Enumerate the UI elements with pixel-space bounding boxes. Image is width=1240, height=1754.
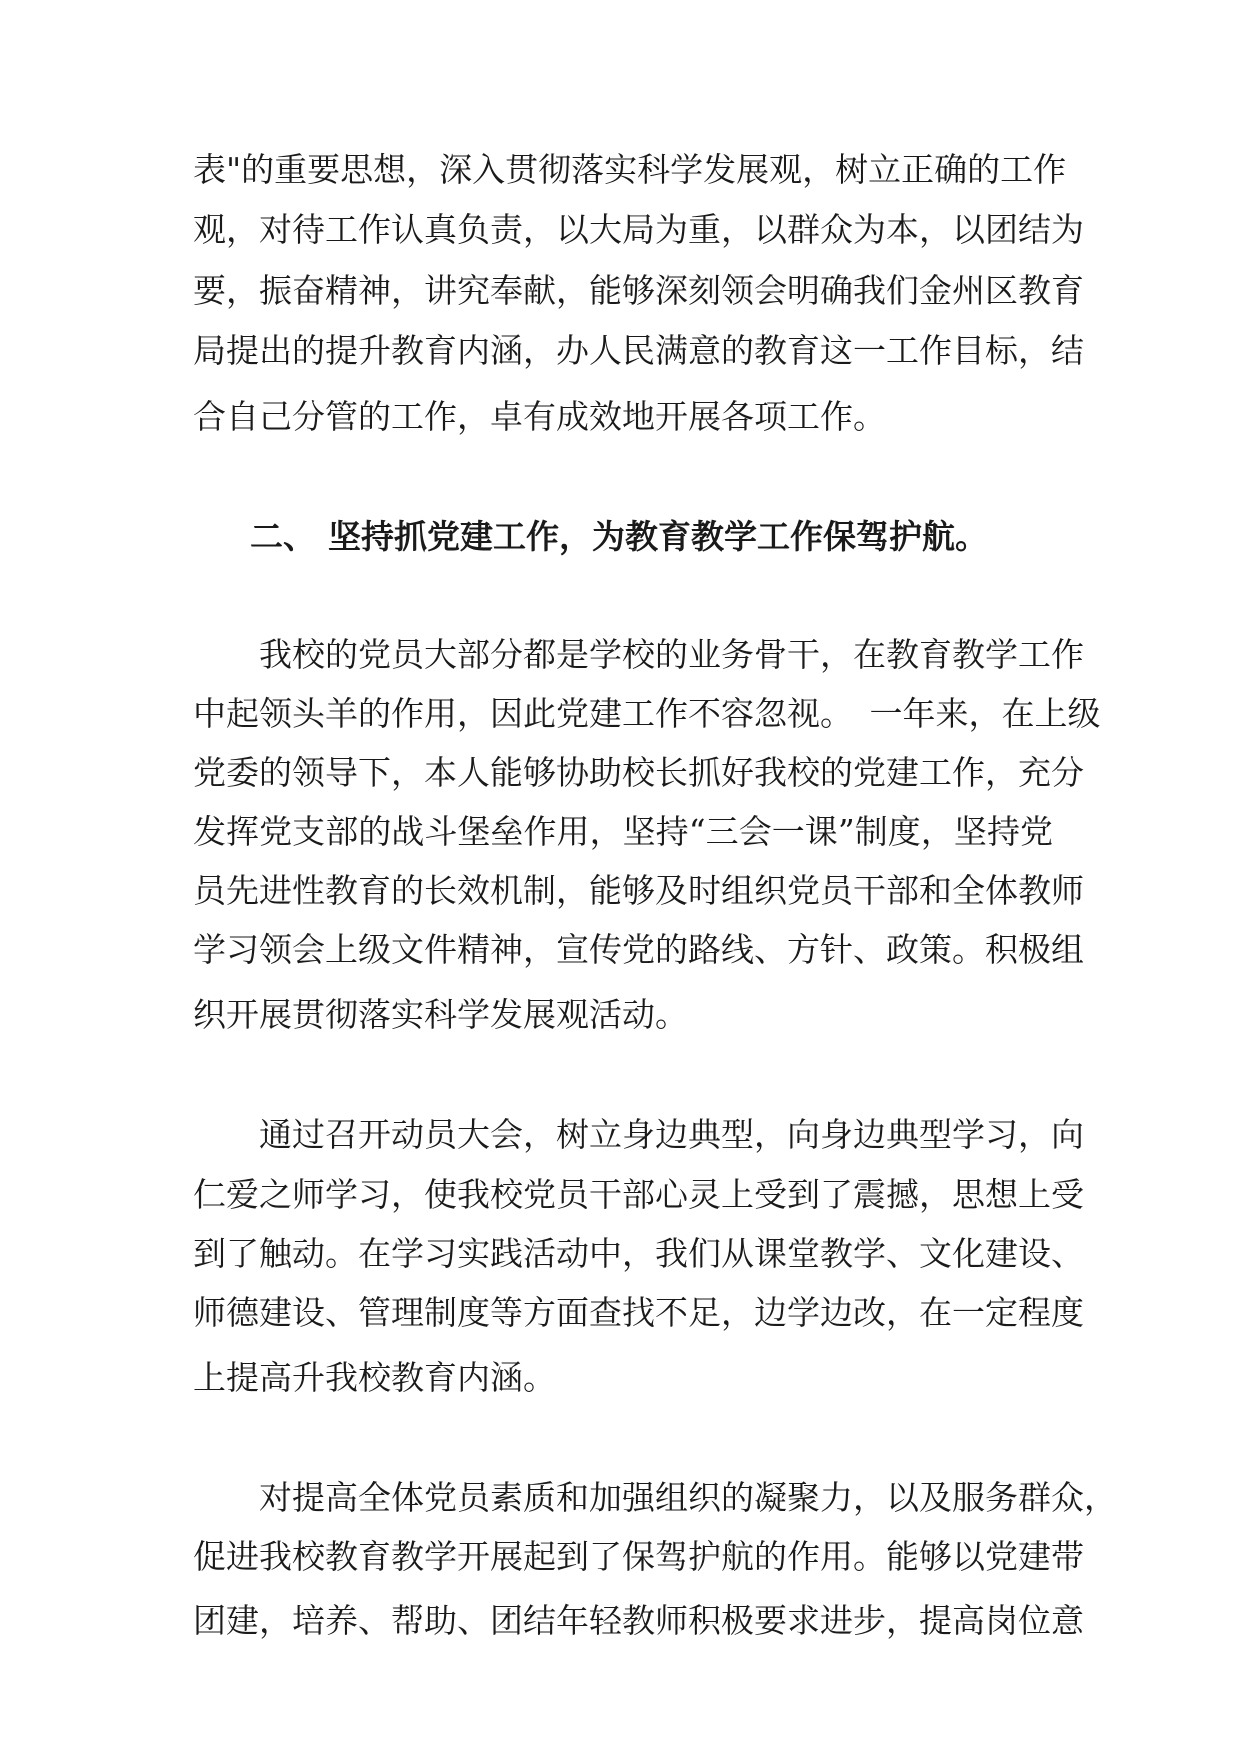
paragraph-4-line-3: 团建，培养、帮助、团结年轻教师积极要求进步，提高岗位意: [193, 1601, 1084, 1640]
paragraph-2-line-6: 学习领会上级文件精神，宣传党的路线、方针、政策。积极组: [193, 930, 1084, 969]
section-heading-text: 坚持抓党建工作，为教育教学工作保驾护航。: [328, 517, 988, 556]
paragraph-2-line-2: 中起领头羊的作用，因此党建工作不容忽视。 一年来，在上级: [193, 694, 1101, 733]
section-heading-number: 二、: [250, 517, 316, 556]
paragraph-3-line-2: 仁爱之师学习，使我校党员干部心灵上受到了震撼，思想上受: [193, 1175, 1084, 1214]
paragraph-3-line-4: 师德建设、管理制度等方面查找不足，边学边改，在一定程度: [193, 1293, 1084, 1332]
paragraph-2-line-5: 员先进性教育的长效机制，能够及时组织党员干部和全体教师: [193, 871, 1084, 910]
paragraph-1-line-2: 观，对待工作认真负责，以大局为重，以群众为本，以团结为: [193, 210, 1084, 249]
paragraph-1-line-5: 合自己分管的工作，卓有成效地开展各项工作。: [193, 397, 886, 436]
paragraph-2-line-4: 发挥党支部的战斗堡垒作用，坚持“三会一课”制度，坚持党: [193, 812, 1053, 851]
paragraph-3-line-1: 通过召开动员大会，树立身边典型，向身边典型学习，向: [193, 1115, 1084, 1154]
paragraph-1-line-4: 局提出的提升教育内涵，办人民满意的教育这一工作目标，结: [193, 331, 1084, 370]
paragraph-4-line-1: 对提高全体党员素质和加强组织的凝聚力，以及服务群众，: [193, 1478, 1117, 1517]
paragraph-3-line-3: 到了触动。在学习实践活动中，我们从课堂教学、文化建设、: [193, 1234, 1084, 1273]
paragraph-1-line-3: 要，振奋精神，讲究奉献，能够深刻领会明确我们金州区教育: [193, 271, 1084, 310]
paragraph-2-line-1: 我校的党员大部分都是学校的业务骨干，在教育教学工作: [193, 635, 1084, 674]
paragraph-1-line-1: 表"的重要思想，深入贯彻落实科学发展观，树立正确的工作: [193, 150, 1067, 189]
section-heading: [250, 517, 1010, 557]
paragraph-4-line-2: 促进我校教育教学开展起到了保驾护航的作用。能够以党建带: [193, 1537, 1084, 1576]
paragraph-3-line-5: 上提高升我校教育内涵。: [193, 1358, 556, 1397]
paragraph-2-line-7: 织开展贯彻落实科学发展观活动。: [193, 995, 688, 1034]
paragraph-2-line-3: 党委的领导下，本人能够协助校长抓好我校的党建工作，充分: [193, 753, 1084, 792]
